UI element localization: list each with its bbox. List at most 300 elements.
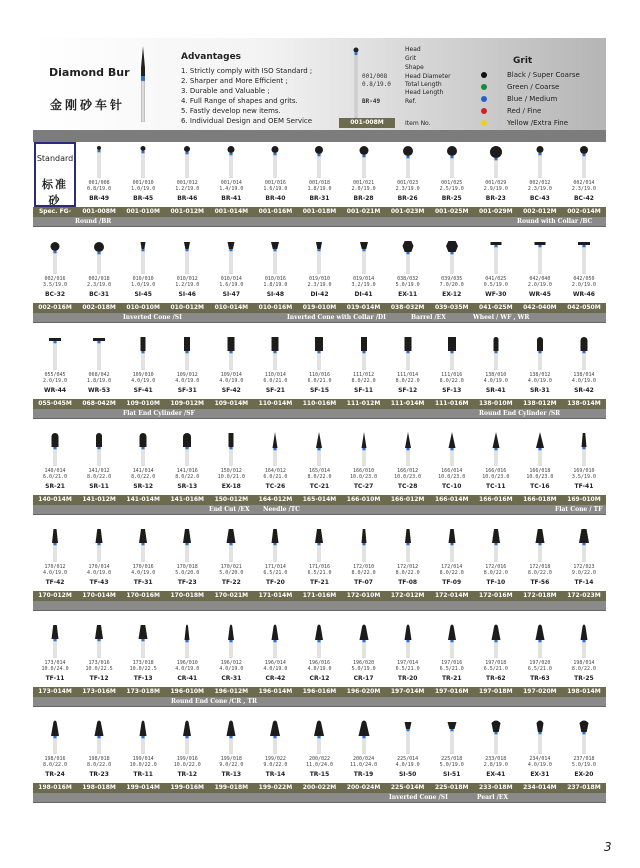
product-cell[interactable] bbox=[209, 238, 253, 303]
bur-ref-code: SF-12 bbox=[398, 387, 418, 394]
bur-ref-code: TF-09 bbox=[442, 579, 462, 586]
category-label: Flat End Cylinder /SF bbox=[123, 410, 195, 417]
bur-ref-code: EX-18 bbox=[221, 483, 241, 490]
item-number: 010-012M bbox=[170, 304, 205, 311]
product-cell[interactable] bbox=[165, 238, 209, 303]
product-cell[interactable] bbox=[209, 526, 253, 591]
product-cell[interactable] bbox=[33, 334, 77, 399]
product-cell[interactable] bbox=[121, 622, 165, 687]
product-cell[interactable] bbox=[518, 430, 562, 495]
item-number: 199-014M bbox=[126, 784, 160, 791]
product-cell[interactable] bbox=[297, 622, 341, 687]
advantage-item: 3. Durable and Valuable ; bbox=[181, 87, 270, 95]
bur-size: 196/010 4.0/19.0 bbox=[175, 660, 200, 672]
bur-size: 166/018 10.0/23.0 bbox=[526, 468, 554, 480]
bur-ref-code: SR-12 bbox=[133, 483, 154, 490]
bur-taperflat-icon bbox=[313, 528, 325, 562]
bur-size: 199/014 10.0/22.0 bbox=[129, 756, 157, 768]
advantage-item: 2. Sharper and More Efficient ; bbox=[181, 77, 288, 85]
legend-ref: BR-49 bbox=[362, 98, 381, 105]
bur-ref-code: CR-12 bbox=[309, 675, 330, 682]
item-number: 173-016M bbox=[82, 688, 116, 695]
item-number: 196-010M bbox=[170, 688, 205, 695]
item-number: 042-040M bbox=[523, 304, 557, 311]
bur-size: 196/020 5.0/19.0 bbox=[351, 660, 376, 672]
bur-barrel-icon bbox=[402, 240, 414, 274]
category-bar bbox=[33, 793, 606, 803]
item-number: 172-016M bbox=[479, 592, 513, 599]
bur-roundcone-icon bbox=[181, 720, 193, 754]
category-bar bbox=[33, 601, 606, 611]
bur-ref-code: TC-26 bbox=[265, 483, 286, 490]
bur-size: 170/014 4.0/19.0 bbox=[87, 564, 112, 576]
bur-size: 010/016 1.8/19.0 bbox=[263, 276, 288, 288]
bur-ref-code: SI-47 bbox=[222, 291, 241, 298]
bur-size: 165/014 8.0/22.0 bbox=[307, 468, 332, 480]
bur-invcone-icon bbox=[181, 240, 193, 274]
product-cell[interactable] bbox=[342, 718, 386, 783]
bur-cyl-icon bbox=[225, 336, 237, 370]
advantage-item: 1. Strictly comply with ISO Standard ; bbox=[181, 67, 313, 75]
bur-size: 068/042 1.8/19.0 bbox=[87, 372, 112, 384]
bur-ref-code: TR-15 bbox=[309, 771, 330, 778]
bur-round-icon bbox=[225, 144, 237, 178]
product-cell[interactable] bbox=[562, 238, 606, 303]
bur-size: 199/022 9.0/22.0 bbox=[263, 756, 288, 768]
product-cell[interactable] bbox=[562, 622, 606, 687]
bur-ref-code: BR-25 bbox=[441, 195, 462, 202]
row-cells bbox=[33, 526, 606, 591]
bur-ref-code: DI-42 bbox=[310, 291, 329, 298]
product-cell[interactable] bbox=[209, 334, 253, 399]
bur-round-icon bbox=[402, 144, 414, 178]
bur-round-icon bbox=[269, 144, 281, 178]
bur-ref-code: WR-46 bbox=[572, 291, 595, 298]
legend-head-label: Head bbox=[405, 46, 421, 53]
product-cell[interactable] bbox=[386, 142, 430, 207]
bur-taperflat-icon bbox=[446, 528, 458, 562]
product-cell[interactable] bbox=[518, 526, 562, 591]
bur-size: 172/010 8.0/22.0 bbox=[351, 564, 376, 576]
bur-ref-code: SR-41 bbox=[485, 387, 506, 394]
bur-ref-code: TF-08 bbox=[398, 579, 418, 586]
bur-ref-code: TR-24 bbox=[45, 771, 65, 778]
category-bar bbox=[33, 697, 606, 707]
bur-size: 197/016 6.5/21.0 bbox=[439, 660, 464, 672]
item-number-bar bbox=[33, 783, 606, 793]
product-cell[interactable] bbox=[165, 142, 209, 207]
bur-size: 141/014 8.0/22.0 bbox=[131, 468, 156, 480]
product-cell[interactable] bbox=[342, 526, 386, 591]
bur-taperflat-icon bbox=[358, 528, 370, 562]
product-cell[interactable] bbox=[297, 334, 341, 399]
bur-cyl-icon bbox=[402, 336, 414, 370]
bur-wheel-icon bbox=[93, 336, 105, 370]
product-cell[interactable] bbox=[209, 142, 253, 207]
bur-ref-code: TR-25 bbox=[574, 675, 594, 682]
item-number: 198-018M bbox=[82, 784, 116, 791]
product-cell[interactable] bbox=[430, 526, 474, 591]
product-cell[interactable] bbox=[77, 430, 121, 495]
product-cell[interactable] bbox=[386, 430, 430, 495]
product-row bbox=[33, 334, 606, 430]
product-cell[interactable] bbox=[562, 430, 606, 495]
bur-roundcyl-icon bbox=[93, 432, 105, 466]
product-cell[interactable] bbox=[253, 142, 297, 207]
bur-size: 001/025 2.5/19.0 bbox=[439, 180, 464, 192]
item-number: 197-020M bbox=[523, 688, 557, 695]
item-number: 111-012M bbox=[346, 400, 381, 407]
product-cell[interactable] bbox=[430, 622, 474, 687]
product-cell[interactable] bbox=[474, 334, 518, 399]
item-number: 109-014M bbox=[214, 400, 249, 407]
product-cell[interactable] bbox=[430, 238, 474, 303]
bur-size: 198/014 8.0/22.0 bbox=[571, 660, 596, 672]
item-number: 019-010M bbox=[302, 304, 337, 311]
product-cell[interactable] bbox=[253, 334, 297, 399]
bur-size: 225/018 5.0/19.0 bbox=[439, 756, 464, 768]
product-cell[interactable] bbox=[562, 142, 606, 207]
bur-taperflat-icon bbox=[137, 528, 149, 562]
product-cell[interactable] bbox=[474, 718, 518, 783]
item-number: 001-014M bbox=[214, 208, 249, 215]
item-number: 170-014M bbox=[82, 592, 116, 599]
item-number: 199-016M bbox=[170, 784, 205, 791]
product-cell[interactable] bbox=[77, 526, 121, 591]
product-cell[interactable] bbox=[121, 142, 165, 207]
bur-pear-icon bbox=[578, 720, 590, 754]
product-cell[interactable] bbox=[474, 526, 518, 591]
bur-ref-code: TF-07 bbox=[354, 579, 373, 586]
product-cell[interactable] bbox=[165, 430, 209, 495]
bur-needle-icon bbox=[269, 432, 281, 466]
product-cell[interactable] bbox=[430, 430, 474, 495]
item-number: 234-014M bbox=[523, 784, 557, 791]
bur-ref-code: TC-11 bbox=[486, 483, 506, 490]
bur-ref-code: BC-32 bbox=[45, 291, 66, 298]
row-cells bbox=[33, 238, 606, 303]
product-cell[interactable] bbox=[165, 526, 209, 591]
product-cell[interactable] bbox=[165, 334, 209, 399]
product-cell[interactable] bbox=[342, 430, 386, 495]
legend-bur-image bbox=[353, 46, 359, 118]
bur-size: 166/014 10.0/23.0 bbox=[438, 468, 466, 480]
product-cell[interactable] bbox=[121, 718, 165, 783]
bur-size: 110/014 6.0/21.0 bbox=[263, 372, 288, 384]
product-cell[interactable] bbox=[121, 526, 165, 591]
bur-size: 170/016 4.0/19.0 bbox=[131, 564, 156, 576]
bur-pear-icon bbox=[534, 720, 546, 754]
bur-size: 172/014 8.0/22.0 bbox=[439, 564, 464, 576]
bur-roundcone-icon bbox=[181, 624, 193, 658]
item-number: 233-018M bbox=[479, 784, 513, 791]
legend-item-code: 001-008M bbox=[339, 118, 395, 128]
bur-round-icon bbox=[181, 144, 193, 178]
bur-roundcone-icon bbox=[137, 720, 149, 754]
bur-ref-code: TF-22 bbox=[221, 579, 241, 586]
bur-size: 111/012 8.0/22.0 bbox=[351, 372, 376, 384]
item-number: 141-014M bbox=[126, 496, 160, 503]
product-cell[interactable] bbox=[562, 526, 606, 591]
product-cell[interactable] bbox=[342, 238, 386, 303]
bur-roundcone-icon bbox=[358, 720, 370, 754]
product-row bbox=[33, 238, 606, 334]
product-cell[interactable] bbox=[253, 238, 297, 303]
product-cell[interactable] bbox=[77, 718, 121, 783]
bur-invcone-icon bbox=[269, 240, 281, 274]
bur-ref-code: WF-30 bbox=[485, 291, 507, 298]
bur-ref-code: TF-56 bbox=[530, 579, 550, 586]
category-label: Barrel /EX bbox=[411, 314, 446, 321]
product-cell[interactable] bbox=[474, 142, 518, 207]
bur-size: 196/012 4.0/19.0 bbox=[219, 660, 244, 672]
product-cell[interactable] bbox=[562, 718, 606, 783]
item-number: 110-014M bbox=[258, 400, 293, 407]
item-number: 001-008M bbox=[82, 208, 116, 215]
bur-size: 196/016 4.0/19.0 bbox=[307, 660, 332, 672]
item-number: 173-018M bbox=[126, 688, 160, 695]
product-cell[interactable] bbox=[121, 430, 165, 495]
product-cell[interactable] bbox=[77, 238, 121, 303]
bur-size: 170/012 4.0/19.0 bbox=[42, 564, 68, 576]
item-number: 237-018M bbox=[567, 784, 601, 791]
advantages-list bbox=[181, 66, 312, 126]
bur-roundcone-icon bbox=[578, 624, 590, 658]
bur-ref-code: BC-42 bbox=[573, 195, 594, 202]
product-cell[interactable] bbox=[342, 622, 386, 687]
bur-needle-icon bbox=[490, 432, 502, 466]
product-cell[interactable] bbox=[297, 430, 341, 495]
product-cell[interactable] bbox=[562, 334, 606, 399]
bur-ref-code: TF-43 bbox=[89, 579, 109, 586]
product-row bbox=[33, 718, 606, 814]
bur-size: 172/018 8.0/22.0 bbox=[527, 564, 552, 576]
bur-ref-code: TR-23 bbox=[89, 771, 109, 778]
product-cell[interactable] bbox=[209, 622, 253, 687]
bur-ref-code: TF-10 bbox=[486, 579, 506, 586]
bur-ref-code: SI-48 bbox=[266, 291, 285, 298]
bur-barrel-icon bbox=[446, 240, 458, 274]
bur-ref-code: SF-41 bbox=[133, 387, 153, 394]
bur-size: 001/029 2.9/19.0 bbox=[483, 180, 508, 192]
bur-ref-code: SR-42 bbox=[574, 387, 594, 394]
product-cell[interactable] bbox=[474, 430, 518, 495]
bur-ref-code: SI-46 bbox=[178, 291, 196, 298]
product-row bbox=[33, 142, 606, 238]
product-cell[interactable] bbox=[474, 622, 518, 687]
category-bar bbox=[33, 409, 606, 419]
bur-ref-code: TR-19 bbox=[353, 771, 374, 778]
product-cell[interactable] bbox=[297, 526, 341, 591]
product-cell[interactable] bbox=[253, 430, 297, 495]
product-cell[interactable] bbox=[77, 622, 121, 687]
item-number: 197-018M bbox=[479, 688, 513, 695]
item-number: 196-012M bbox=[214, 688, 249, 695]
bur-size: 166/010 10.0/23.0 bbox=[350, 468, 378, 480]
bur-ref-code: SR-31 bbox=[529, 387, 550, 394]
bur-ref-code: TR-14 bbox=[265, 771, 286, 778]
product-cell[interactable] bbox=[121, 238, 165, 303]
item-number: 138-012M bbox=[523, 400, 557, 407]
bur-size: 039/035 7.0/20.0 bbox=[439, 276, 464, 288]
grit-dot-icon bbox=[481, 108, 487, 114]
product-cell[interactable] bbox=[165, 622, 209, 687]
bur-ref-code: SR-13 bbox=[177, 483, 198, 490]
product-cell[interactable] bbox=[474, 238, 518, 303]
product-cell[interactable] bbox=[33, 622, 77, 687]
bur-ref-code: BR-31 bbox=[309, 195, 330, 202]
bur-roundcone-icon bbox=[446, 624, 458, 658]
bur-ref-code: TF-14 bbox=[574, 579, 594, 586]
category-label: Wheel / WF , WR bbox=[473, 314, 530, 321]
bur-size: 110/016 6.0/21.0 bbox=[307, 372, 332, 384]
catalog-header: Diamond Bur 金刚砂车针 Advantages 1. Strictly comply with ISO Standard ; 2. Sharper and More Efficient ; 3. Durable and Valuable ; 4. Full Range of shapes and grits. 5. Fastly develop new items. 6. Individual Design and OEM Service Head Grit Shape Head Diameter Total Length Head Length Ref. 001/008 0.8/19.0 BR-49 001-008M Item No. Grit Black / Super Coarse Green / Coarse Blue / Medium Red / Fine Yellow /Extra Fine bbox=[33, 38, 606, 130]
product-cell[interactable] bbox=[518, 718, 562, 783]
bur-size: 111/016 8.0/22.0 bbox=[439, 372, 464, 384]
item-number-bar bbox=[33, 591, 606, 601]
bur-roundcone-icon bbox=[358, 624, 370, 658]
bur-needle-icon bbox=[534, 432, 546, 466]
bur-ref-code: TC-16 bbox=[530, 483, 550, 490]
category-label: End Cut /EX bbox=[209, 506, 250, 513]
product-cell[interactable] bbox=[253, 622, 297, 687]
product-cell[interactable] bbox=[77, 334, 121, 399]
legend-shape-label: Shape bbox=[405, 64, 424, 71]
product-cell[interactable] bbox=[518, 334, 562, 399]
product-cell[interactable] bbox=[33, 238, 77, 303]
bur-round-icon bbox=[578, 144, 590, 178]
category-bar bbox=[33, 313, 606, 323]
category-label: Round with Collar /BC bbox=[517, 218, 593, 225]
item-number: 141-012M bbox=[82, 496, 116, 503]
bur-ref-code: CR-17 bbox=[353, 675, 374, 682]
item-number: 199-022M bbox=[258, 784, 293, 791]
product-cell[interactable] bbox=[253, 718, 297, 783]
bur-size: 001/012 1.2/19.0 bbox=[175, 180, 200, 192]
product-cell[interactable] bbox=[386, 334, 430, 399]
bur-ref-code: TR-20 bbox=[397, 675, 418, 682]
product-cell[interactable] bbox=[342, 334, 386, 399]
product-row bbox=[33, 526, 606, 622]
bur-roundcyl-icon bbox=[49, 432, 61, 466]
bur-roundcone-icon bbox=[93, 720, 105, 754]
product-cell[interactable] bbox=[518, 622, 562, 687]
bur-size: 138/012 4.0/19.0 bbox=[527, 372, 552, 384]
bur-taperflat-icon bbox=[49, 624, 61, 658]
bur-ref-code: BR-45 bbox=[133, 195, 154, 202]
bur-size: 170/021 5.0/20.0 bbox=[219, 564, 244, 576]
row-cells bbox=[33, 430, 606, 495]
bur-cyl-icon bbox=[137, 336, 149, 370]
bur-ref-code: BR-26 bbox=[397, 195, 418, 202]
item-number: 041-025M bbox=[479, 304, 513, 311]
bur-ref-code: TF-20 bbox=[265, 579, 285, 586]
product-cell[interactable] bbox=[342, 142, 386, 207]
bur-taperflat-icon bbox=[49, 528, 61, 562]
item-number: 198-014M bbox=[567, 688, 601, 695]
advantages-heading: Advantages bbox=[181, 52, 242, 62]
item-number: 001-018M bbox=[302, 208, 337, 215]
category-bar bbox=[33, 505, 606, 515]
product-cell[interactable] bbox=[386, 718, 430, 783]
item-number: 002-012M bbox=[523, 208, 557, 215]
product-cell[interactable] bbox=[165, 718, 209, 783]
bur-size: 197/020 6.5/21.0 bbox=[527, 660, 552, 672]
bur-ref-code: WR-44 bbox=[43, 387, 67, 394]
product-cell[interactable] bbox=[430, 334, 474, 399]
bur-invcone-icon bbox=[313, 240, 325, 274]
bur-ref-code: BR-46 bbox=[177, 195, 198, 202]
bur-size: 002/012 2.3/19.0 bbox=[527, 180, 552, 192]
item-number: 001-021M bbox=[346, 208, 381, 215]
product-cell[interactable] bbox=[297, 142, 341, 207]
bur-ref-code: TR-63 bbox=[530, 675, 550, 682]
bur-ref-code: TR-21 bbox=[441, 675, 462, 682]
product-cell[interactable] bbox=[297, 718, 341, 783]
item-number: 055-045M bbox=[38, 400, 72, 407]
item-number: 109-012M bbox=[170, 400, 205, 407]
bur-size: 001/010 1.0/19.0 bbox=[131, 180, 156, 192]
product-cell[interactable] bbox=[518, 142, 562, 207]
item-number: 172-010M bbox=[346, 592, 381, 599]
bur-ref-code: SF-11 bbox=[354, 387, 374, 394]
bur-size: 172/016 8.0/22.0 bbox=[483, 564, 508, 576]
bur-size: 140/014 6.0/21.0 bbox=[42, 468, 68, 480]
bur-size: 173/018 10.0/22.5 bbox=[129, 660, 157, 672]
item-number: 039-035M bbox=[434, 304, 469, 311]
bur-ref-code: SR-21 bbox=[45, 483, 65, 490]
bur-ref-code: TF-41 bbox=[574, 483, 594, 490]
product-cell[interactable] bbox=[33, 526, 77, 591]
standard-label: Standard bbox=[36, 154, 74, 163]
bur-cyl-icon bbox=[181, 336, 193, 370]
bur-ref-code: BR-28 bbox=[353, 195, 374, 202]
product-cell[interactable] bbox=[430, 142, 474, 207]
catalog-title-cn: 金刚砂车针 bbox=[50, 98, 126, 112]
product-cell[interactable] bbox=[386, 622, 430, 687]
item-number: 170-016M bbox=[126, 592, 160, 599]
product-cell[interactable] bbox=[33, 718, 77, 783]
item-number: 111-014M bbox=[390, 400, 425, 407]
bur-size: 225/014 4.0/19.0 bbox=[395, 756, 420, 768]
product-cell[interactable] bbox=[386, 238, 430, 303]
item-number: 196-014M bbox=[258, 688, 293, 695]
bur-size: 138/010 4.0/19.0 bbox=[483, 372, 508, 384]
bur-size: 001/014 1.4/19.0 bbox=[219, 180, 244, 192]
product-cell[interactable] bbox=[209, 718, 253, 783]
product-cell[interactable] bbox=[33, 430, 77, 495]
product-cell[interactable] bbox=[209, 430, 253, 495]
product-cell[interactable] bbox=[121, 334, 165, 399]
item-number: 166-018M bbox=[523, 496, 557, 503]
product-cell[interactable] bbox=[77, 142, 121, 207]
product-cell[interactable] bbox=[430, 718, 474, 783]
product-cell[interactable] bbox=[297, 238, 341, 303]
product-cell[interactable] bbox=[253, 526, 297, 591]
bur-size: 199/016 10.0/22.0 bbox=[173, 756, 201, 768]
spec-label: Spec. FG- bbox=[38, 208, 72, 215]
bur-ref-code: WR-53 bbox=[88, 387, 111, 394]
item-number: 199-018M bbox=[214, 784, 249, 791]
bur-ref-code: SI-51 bbox=[443, 771, 461, 778]
product-row bbox=[33, 430, 606, 526]
item-number: 111-016M bbox=[434, 400, 469, 407]
bur-size: 141/016 8.0/22.0 bbox=[175, 468, 200, 480]
bur-ref-code: BR-41 bbox=[221, 195, 242, 202]
product-cell[interactable] bbox=[386, 526, 430, 591]
item-number: 170-018M bbox=[170, 592, 205, 599]
product-cell[interactable] bbox=[518, 238, 562, 303]
